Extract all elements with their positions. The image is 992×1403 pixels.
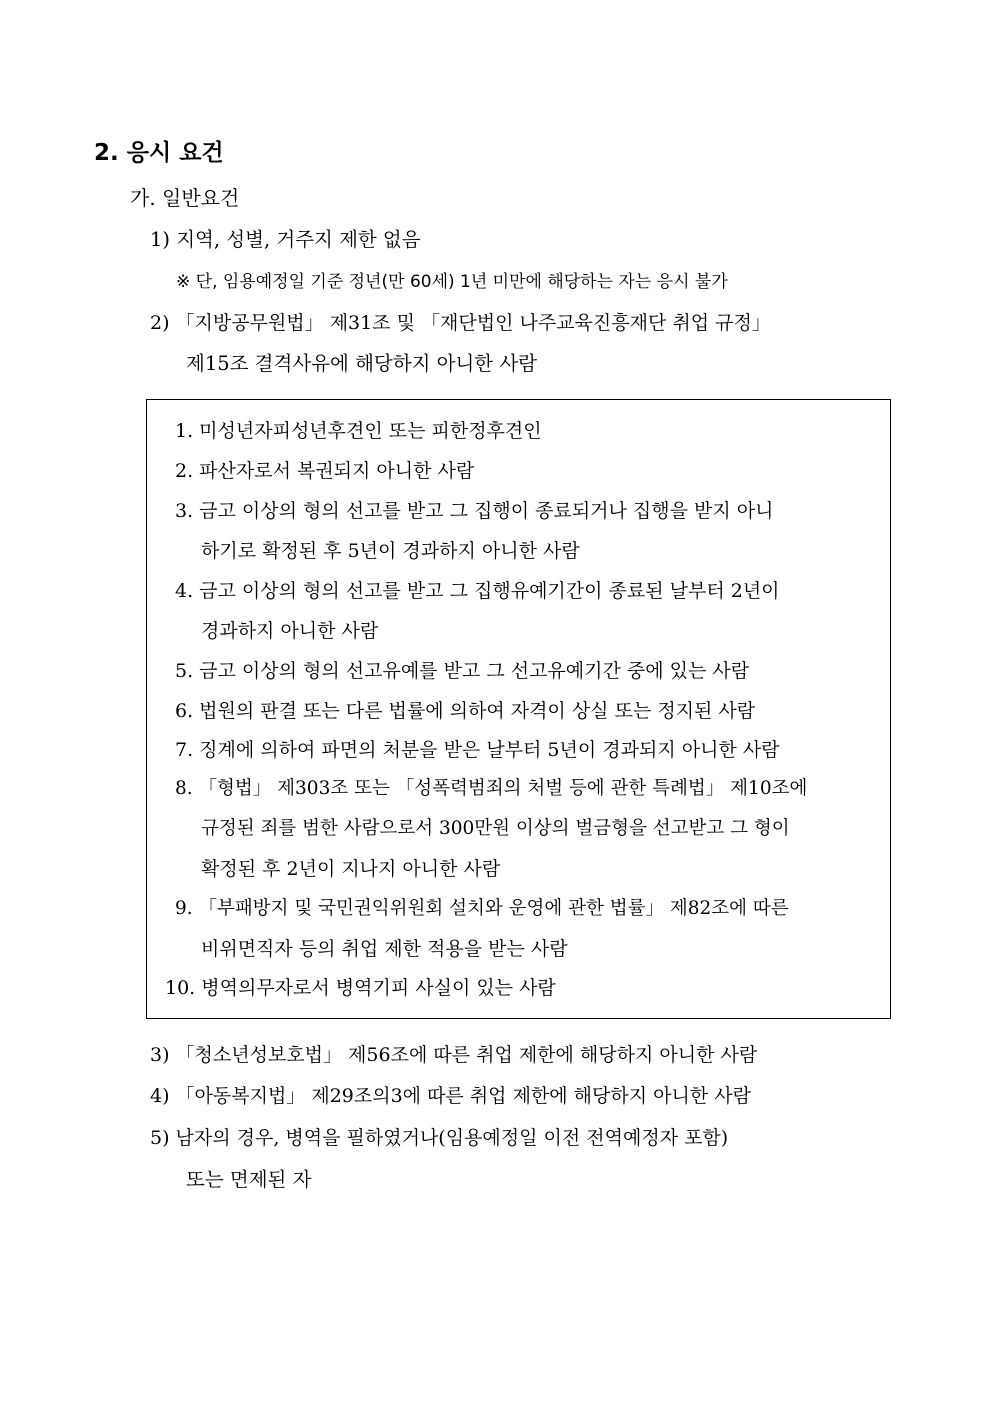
disqualification-2: 2. 파산자로서 복권되지 아니한 사람 [175, 460, 475, 482]
requirement-item-1: 1) 지역, 성별, 거주지 제한 없음 [150, 228, 421, 251]
disqualification-5: 5. 금고 이상의 형의 선고유예를 받고 그 선고유예기간 중에 있는 사람 [175, 660, 750, 682]
disqualification-8-line-3: 확정된 후 2년이 지나지 아니한 사람 [201, 858, 501, 880]
disqualification-9-line-1: 9. 「부패방지 및 국민권익위원회 설치와 운영에 관한 법률」 제82조에 따른 [175, 898, 789, 919]
disqualification-7: 7. 징계에 의하여 파면의 처분을 받은 날부터 5년이 경과되지 아니한 사람 [175, 739, 780, 761]
requirement-item-2-line-2: 제15조 결격사유에 해당하지 아니한 사람 [186, 352, 537, 375]
requirement-item-3: 3) 「청소년성보호법」 제56조에 따른 취업 제한에 해당하지 아니한 사람 [150, 1044, 758, 1066]
disqualification-3-line-1: 3. 금고 이상의 형의 선고를 받고 그 집행이 종료되거나 집행을 받지 아니 [175, 500, 774, 522]
disqualification-9-line-2: 비위면직자 등의 취업 제한 적용을 받는 사람 [201, 938, 568, 960]
disqualification-10: 10. 병역의무자로서 병역기피 사실이 있는 사람 [165, 977, 556, 999]
disqualification-3-line-2: 하기로 확정된 후 5년이 경과하지 아니한 사람 [201, 540, 580, 562]
disqualification-1: 1. 미성년자피성년후견인 또는 피한정후견인 [175, 420, 542, 442]
disqualification-box [146, 399, 891, 1019]
disqualification-8-line-1: 8. 「형법」 제303조 또는 「성폭력범죄의 처벌 등에 관한 특례법」 제10조에 [175, 778, 808, 799]
disqualification-8-line-2: 규정된 죄를 범한 사람으로서 300만원 이상의 벌금형을 선고받고 그 형이 [201, 818, 790, 839]
requirement-item-5-line-2: 또는 면제된 자 [186, 1168, 312, 1191]
requirement-note: ※ 단, 임용예정일 기준 정년(만 60세) 1년 미만에 해당하는 자는 응시 불가 [176, 272, 728, 292]
disqualification-4-line-1: 4. 금고 이상의 형의 선고를 받고 그 집행유예기간이 종료된 날부터 2년이 [175, 580, 780, 602]
section-heading: 2. 응시 요건 [94, 140, 224, 166]
requirement-item-5-line-1: 5) 남자의 경우, 병역을 필하였거나(임용예정일 이전 전역예정자 포함) [150, 1127, 729, 1149]
disqualification-4-line-2: 경과하지 아니한 사람 [201, 620, 379, 642]
disqualification-6: 6. 법원의 판결 또는 다른 법률에 의하여 자격이 상실 또는 정지된 사람 [175, 700, 756, 722]
requirement-item-4: 4) 「아동복지법」 제29조의3에 따른 취업 제한에 해당하지 아니한 사람 [150, 1085, 751, 1107]
sub-heading: 가. 일반요건 [130, 186, 240, 210]
requirement-item-2-line-1: 2) 「지방공무원법」 제31조 및 「재단법인 나주교육진흥재단 취업 규정」 [150, 312, 771, 334]
